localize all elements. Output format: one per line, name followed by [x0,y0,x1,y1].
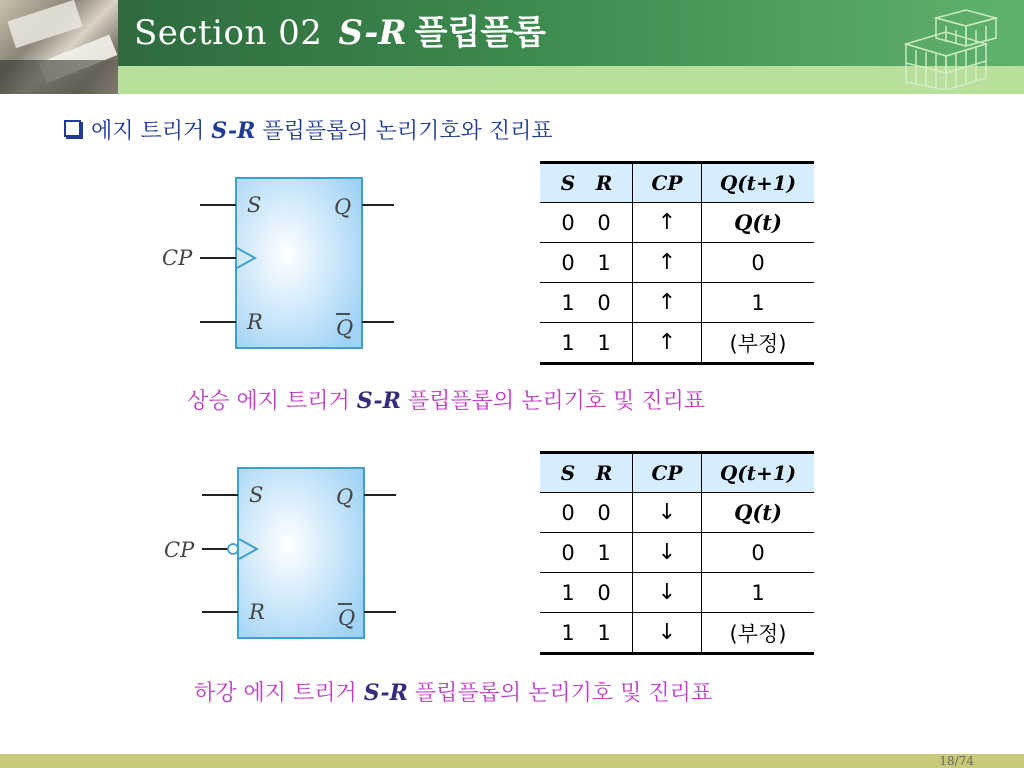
s-label: S [249,483,264,507]
qbar-label: Q [336,316,354,340]
q-label: Q [336,485,354,509]
table-row [540,323,814,364]
cell-cp: ↑ [633,243,702,283]
cell-q: Q(t) [702,203,815,243]
slide-heading [64,116,553,146]
r-label: R [247,310,263,334]
cube-logo-icon [896,4,1016,90]
caption-sr: S-R [363,680,408,706]
heading-prefix: 에지 트리거 [91,119,212,144]
cell-r: 0 [597,500,611,525]
cell-r: 0 [597,290,611,315]
falling-caption [194,678,712,708]
cell-q: Q(t) [702,493,815,533]
cell-q: 1 [702,573,815,613]
header-r: R [595,171,613,195]
table-row [540,283,814,323]
cell-sr [540,283,633,323]
table-row [540,613,814,654]
header-sr [540,453,633,493]
caption-prefix: 하강 에지 트리거 [194,681,364,706]
cell-cp: ↓ [633,533,702,573]
header-r: R [595,461,613,485]
caption-suffix: 플립플롭의 논리기호 및 진리표 [400,389,706,414]
heading-suffix: 플립플롭의 논리기호와 진리표 [255,119,553,144]
table-header-row [540,453,814,493]
falling-truth-table [540,451,814,655]
cell-cp: ↓ [633,613,702,654]
cell-cp: ↓ [633,573,702,613]
slide-header [0,0,1024,94]
cell-r: 1 [597,540,611,565]
rising-caption [187,386,705,416]
cell-sr [540,243,633,283]
rising-edge-symbol [160,172,420,357]
qbar-label: Q [338,606,356,630]
cell-s: 0 [561,210,575,235]
table-row [540,243,814,283]
section-label: Section 02 [134,13,323,53]
checkbox-bullet-icon [64,120,81,137]
cp-label: CP [164,538,195,562]
rising-flipflop-diagram [160,172,420,357]
cell-cp: ↑ [633,323,702,364]
header-subband [118,66,1024,94]
cell-sr [540,203,633,243]
caption-prefix: 상승 에지 트리거 [187,389,357,414]
q-label: Q [334,195,352,219]
cell-sr [540,533,633,573]
caption-sr: S-R [356,388,401,414]
cell-s: 1 [561,330,575,355]
header-cp: CP [633,163,702,203]
cell-q: (부정) [702,323,815,364]
cell-s: 0 [561,540,575,565]
cell-cp: ↑ [633,283,702,323]
footer-band [0,754,1024,768]
cell-r: 1 [597,250,611,275]
cell-r: 1 [597,330,611,355]
falling-edge-symbol [162,462,422,647]
table-header-row [540,163,814,203]
slide-title [134,10,546,56]
header-s: S [560,461,576,485]
cell-q: 0 [702,243,815,283]
caption-suffix: 플립플롭의 논리기호 및 진리표 [407,681,713,706]
header-qnext: Q(t+1) [702,163,815,203]
header-photo [0,0,118,94]
cell-sr [540,613,633,654]
table-row [540,493,814,533]
s-label: S [247,193,262,217]
cell-sr [540,573,633,613]
cell-r: 1 [597,620,611,645]
r-label: R [249,600,265,624]
cell-cp: ↑ [633,203,702,243]
page-number: 18/74 [939,754,974,768]
cell-s: 0 [561,250,575,275]
table-row [540,573,814,613]
cell-s: 1 [561,290,575,315]
header-s: S [560,171,576,195]
cell-q: 0 [702,533,815,573]
header-qnext: Q(t+1) [702,453,815,493]
header-cp: CP [633,453,702,493]
table-row [540,533,814,573]
cell-cp: ↓ [633,493,702,533]
title-sr: S-R [338,13,407,53]
rising-truth-table [540,161,814,365]
cell-q: (부정) [702,613,815,654]
falling-flipflop-diagram [162,462,422,647]
title-korean: 플립플롭 [414,13,546,53]
cp-label: CP [162,246,193,270]
cell-q: 1 [702,283,815,323]
cell-sr [540,323,633,364]
cell-s: 1 [561,580,575,605]
heading-sr: S-R [211,118,256,144]
table-row [540,203,814,243]
header-sr [540,163,633,203]
cell-sr [540,493,633,533]
cell-s: 1 [561,620,575,645]
cell-s: 0 [561,500,575,525]
cell-r: 0 [597,210,611,235]
cell-r: 0 [597,580,611,605]
